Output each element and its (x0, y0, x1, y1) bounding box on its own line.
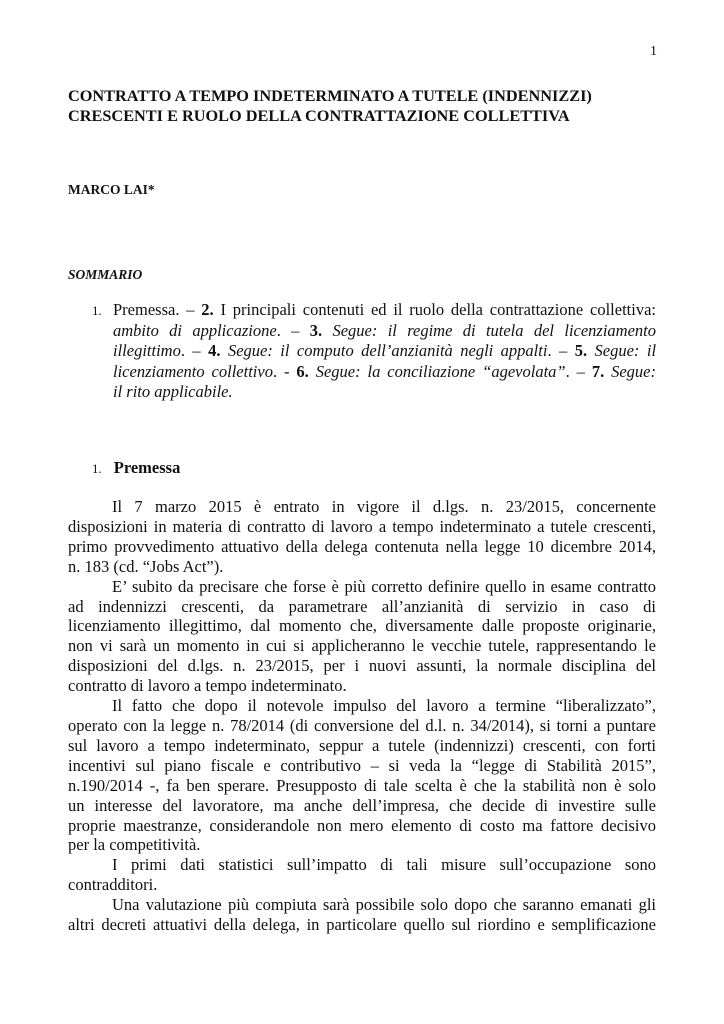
body-line: ad indennizzi crescenti, da parametrare all’anzianità di servizio in caso di (68, 596, 656, 616)
body-line: E’ subito da precisare che forse è più corretto definire quello in esame contratto (112, 576, 656, 596)
body-line: Il fatto che dopo il notevole impulso del lavoro a termine “liberalizzato”, (112, 696, 656, 716)
toc-number: 1. (92, 303, 102, 318)
body-line: licenziamento illegittimo, dal momento che, diversamente dalle proposte originarie, (68, 616, 656, 636)
toc-line: ambito di applicazione. – 3. Segue: il regime di tutela del licenziamento (113, 320, 657, 340)
body-line: incentivi sul piano fiscale e contributivo – si veda la “legge di Stabilità 2015”, (68, 755, 656, 775)
section-heading (92, 458, 180, 478)
body-line: disposizioni del d.lgs. n. 23/2015, per i nuovi assunti, la normale disciplina del (68, 656, 656, 676)
toc-body (113, 300, 656, 403)
body-line: n. 183 (cd. “Jobs Act”). (68, 556, 224, 576)
body-line: primo provvedimento attuativo della delega contenuta nella legge 10 dicembre 2014, (68, 536, 656, 556)
body-line: I primi dati statistici sull’impatto di tali misure sull’occupazione sono (112, 855, 656, 875)
author-name: MARCO LAI* (68, 182, 155, 197)
body-line: n.190/2014 -, fa ben sperare. Presupposto di tale scelta è che la stabilità non è solo (68, 775, 656, 795)
body-line: proprie maestranze, considerandole non mero elemento di costo ma fattore decisivo (68, 815, 656, 835)
document-title (68, 86, 656, 126)
title-line-2: CRESCENTI E RUOLO DELLA CONTRATTAZIONE COLLETTIVA (68, 106, 570, 125)
body-text (68, 497, 656, 935)
sommario-label: SOMMARIO (68, 267, 143, 282)
table-of-contents (92, 300, 656, 403)
toc-line: licenziamento collettivo. - 6. Segue: la conciliazione “agevolata”. – 7. Segue: (113, 361, 657, 381)
section-number: 1. (92, 461, 102, 476)
body-line: sul lavoro a tempo indeterminato, seppur a tutele (indennizzi) crescenti, con forti (68, 735, 656, 755)
body-line: operato con la legge n. 78/2014 (di conversione del d.l. n. 34/2014), si torni a puntare (68, 715, 656, 735)
body-line: un interesse del lavoratore, ma anche dell’impresa, che decide di investire sulle (68, 795, 656, 815)
body-line: non vi sarà un momento in cui si applicheranno le vecchie tutele, rappresentando le (68, 636, 656, 656)
body-line: contratto di lavoro a tempo indeterminato. (68, 676, 347, 696)
title-line-1: CONTRATTO A TEMPO INDETERMINATO A TUTELE (INDENNIZZI) (68, 86, 592, 105)
page-number: 1 (650, 44, 657, 59)
body-line: Il 7 marzo 2015 è entrato in vigore il d.lgs. n. 23/2015, concernente (112, 497, 656, 516)
body-line: altri decreti attuativi della delega, in particolare quello sul riordino e semplificazione (68, 915, 656, 935)
toc-line: illegittimo. – 4. Segue: il computo dell’anzianità negli appalti. – 5. Segue: il (113, 341, 657, 360)
section-title: Premessa (113, 458, 181, 477)
toc-line: il rito applicabile. (113, 382, 233, 401)
body-line: per la competitività. (68, 835, 201, 855)
body-line: contradditori. (68, 875, 158, 895)
body-line: disposizioni in materia di contratto di lavoro a tempo indeterminato a tutele crescenti, (68, 516, 656, 536)
body-line: Una valutazione più compiuta sarà possibile solo dopo che saranno emanati gli (112, 895, 656, 915)
toc-line: Premessa. – 2. I principali contenuti ed il ruolo della contrattazione collettiva: (113, 300, 656, 319)
